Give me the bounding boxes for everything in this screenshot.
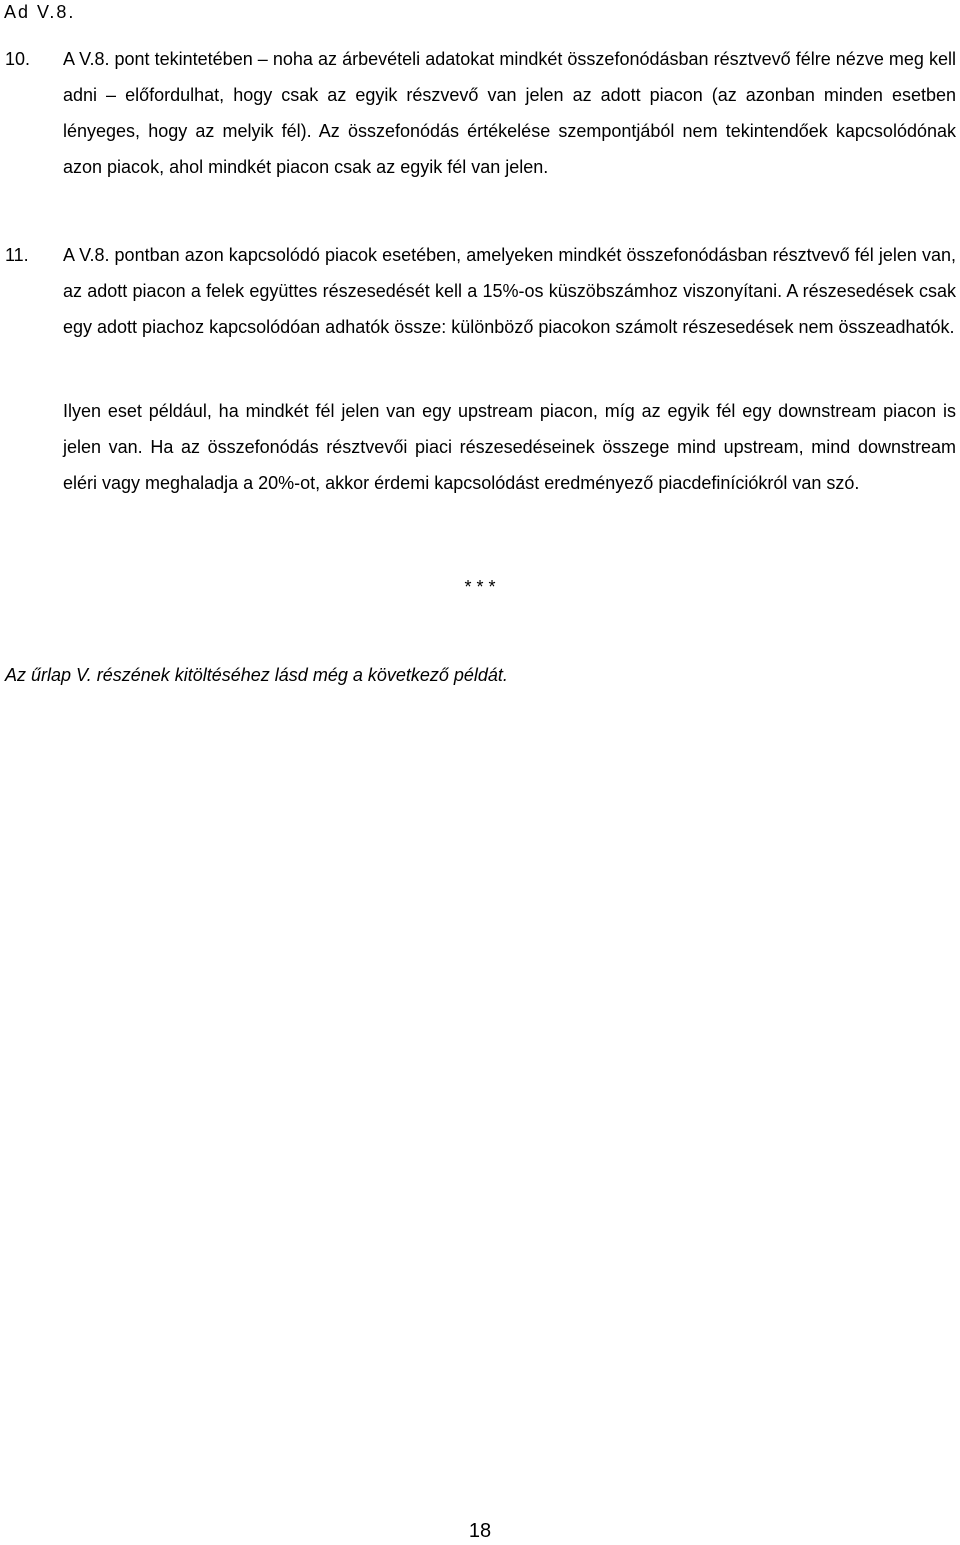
paragraph-11: A V.8. pontban azon kapcsolódó piacok esetében, amelyeken mindkét összefonódásban résztvevő fél jelen van, az adott piacon a felek együttes részesedését kell a 15%-os küszöbszámhoz viszonyítani. A részesedések csak egy adott piachoz kapcsolódóan adhatók össze: különböző piacokon számolt részesedések nem összeadhatók. (63, 245, 956, 337)
section-heading: Ad V.8. (4, 2, 76, 22)
paragraph-example: Ilyen eset például, ha mindkét fél jelen van egy upstream piacon, míg az egyik fél egy downstream piacon is jelen van. Ha az összefonódás résztvevői piaci részesedéseinek összege mind upstream, mind downstream eléri vagy meghaladja a 20%-ot, akkor érdemi kapcsolódást eredményező piacdefiníciókról van szó. (63, 401, 956, 493)
paragraph-10: A V.8. pont tekintetében – noha az árbevételi adatokat mindkét összefonódásban résztvevő félre nézve meg kell adni – előfordulhat, hogy csak az egyik részvevő van jelen az adott piacon (az azonban minden esetben lényeges, hogy az melyik fél). Az összefonódás értékelése szempontjából nem tekintendőek kapcsolódónak azon piacok, ahol mindkét piacon csak az egyik fél van jelen. (63, 49, 956, 177)
separator: * * * (464, 577, 496, 597)
page-number: 18 (468, 1520, 492, 1542)
paragraph-number-11: 11. (5, 245, 29, 265)
closing-note: Az űrlap V. részének kitöltéséhez lásd még a következő példát. (5, 665, 508, 685)
paragraph-number-10: 10. (5, 49, 31, 69)
